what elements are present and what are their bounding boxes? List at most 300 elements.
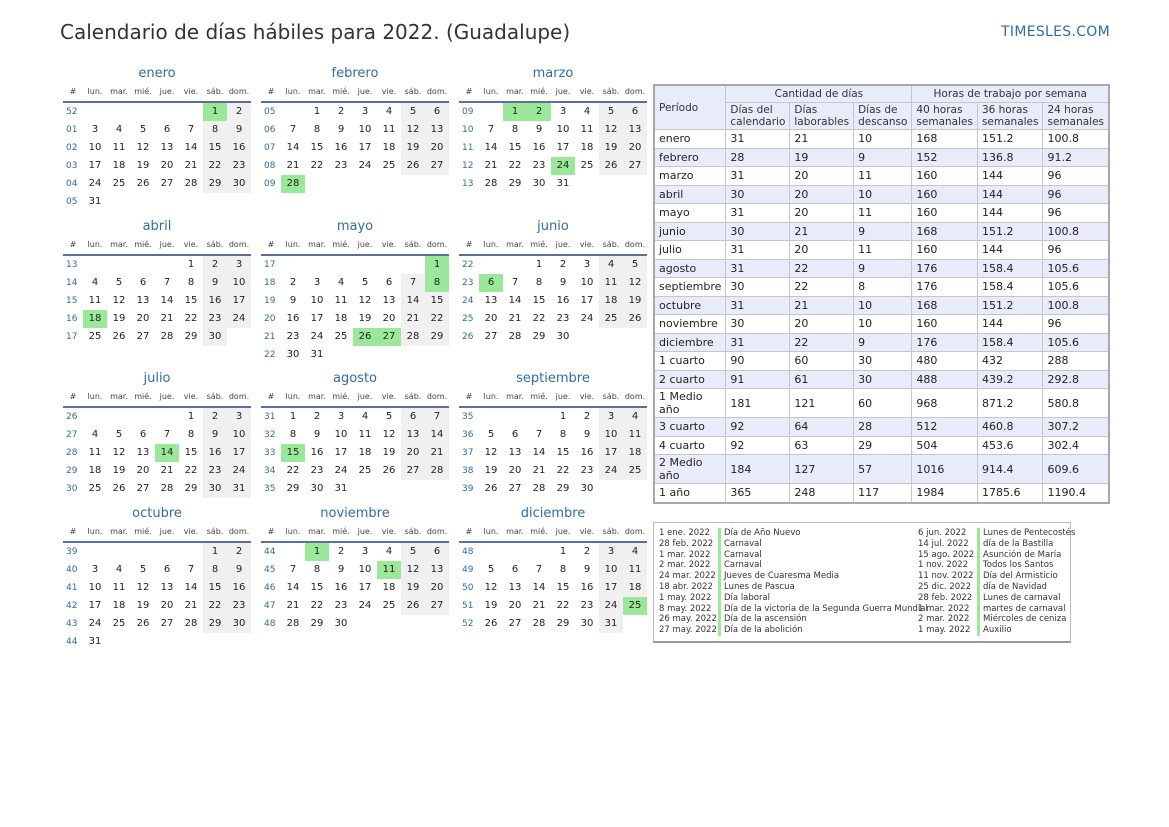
day-cell: 19 — [112, 313, 126, 324]
empty-cell — [329, 175, 353, 193]
month-name: julio — [143, 371, 171, 386]
month-grid — [261, 523, 449, 633]
day-cell: 18 — [623, 579, 647, 597]
empty-cell — [503, 256, 527, 274]
holiday-item — [918, 539, 1075, 550]
value-cell: 96 — [1043, 241, 1109, 260]
value-cell: 92 — [726, 436, 790, 455]
week-number: 52 — [462, 619, 474, 629]
empty-cell — [155, 633, 179, 651]
value-cell: 20 — [790, 185, 854, 204]
day-cell: 4 — [599, 256, 623, 274]
holiday-item — [659, 550, 928, 561]
day-cell: 8 — [289, 429, 297, 440]
value-cell: 152 — [912, 148, 978, 167]
day-cell: 21 — [532, 600, 546, 611]
day-cell: 24 — [358, 600, 372, 611]
subheader: 36 horas semanales — [977, 103, 1043, 130]
day-cell: 4 — [361, 411, 369, 422]
empty-cell — [107, 103, 131, 121]
day-cell: 28 — [484, 178, 498, 189]
day-cell: 1 — [313, 106, 321, 117]
empty-cell — [107, 633, 131, 651]
day-cell: 12 — [382, 429, 396, 440]
empty-cell — [425, 175, 449, 193]
day-cell: 20 — [136, 465, 150, 476]
day-cell: 29 — [425, 328, 449, 346]
week-number: 41 — [66, 583, 78, 593]
day-cell: 17 — [358, 142, 372, 153]
value-cell: 96 — [1043, 185, 1109, 204]
empty-cell — [131, 408, 155, 426]
empty-cell — [155, 193, 179, 211]
empty-cell — [377, 256, 401, 274]
day-cell: 11 — [112, 582, 126, 593]
table-row — [654, 352, 1109, 371]
holiday-item — [918, 614, 1075, 625]
weekday-header: sáb. — [599, 83, 623, 103]
day-cell: 22 — [184, 465, 198, 476]
weekday-header: dom. — [227, 83, 251, 103]
day-cell: 5 — [139, 124, 147, 135]
empty-cell — [107, 256, 131, 274]
week-number: 17 — [264, 260, 276, 270]
day-cell: 20 — [508, 600, 522, 611]
day-cell: 3 — [599, 543, 623, 561]
weekday-header: jue. — [551, 83, 575, 103]
value-cell: 31 — [726, 167, 790, 186]
table-row — [654, 241, 1109, 260]
holiday-date: 1 may. 2022 — [659, 592, 712, 603]
value-cell: 288 — [1043, 352, 1109, 371]
week-number: 52 — [66, 107, 78, 117]
value-cell: 10 — [854, 130, 912, 149]
day-cell: 1 — [187, 259, 195, 270]
empty-cell — [377, 615, 401, 633]
day-cell: 24 — [551, 157, 575, 175]
week-number: 19 — [264, 296, 276, 306]
day-cell: 20 — [382, 313, 396, 324]
weekday-header: mar. — [503, 83, 527, 103]
week-number: 44 — [264, 547, 276, 557]
week-number: 09 — [264, 179, 276, 189]
day-cell: 19 — [358, 313, 372, 324]
holiday-date: 1 mar. 2022 — [659, 549, 711, 560]
value-cell: 63 — [790, 436, 854, 455]
day-cell: 13 — [508, 447, 522, 458]
day-cell: 26 — [112, 331, 126, 342]
holiday-name: Todos los Santos — [983, 560, 1054, 571]
day-cell: 25 — [88, 483, 102, 494]
week-number: 07 — [264, 143, 276, 153]
week-number: 13 — [462, 179, 474, 189]
day-cell: 16 — [203, 292, 227, 310]
weekday-header: mar. — [305, 523, 329, 543]
day-cell: 19 — [136, 600, 150, 611]
day-cell: 29 — [203, 615, 227, 633]
period-cell: mayo — [654, 204, 726, 223]
holiday-marker — [977, 593, 980, 604]
day-cell: 1 — [503, 103, 527, 121]
day-cell: 3 — [91, 564, 99, 575]
week-number: 36 — [462, 430, 474, 440]
empty-cell — [479, 543, 503, 561]
day-cell: 18 — [382, 142, 396, 153]
holiday-name: Carnaval — [724, 549, 762, 560]
value-cell: 432 — [977, 352, 1043, 371]
value-cell: 144 — [977, 204, 1043, 223]
day-cell: 6 — [425, 543, 449, 561]
day-cell: 28 — [281, 175, 305, 193]
weekday-header: jue. — [551, 236, 575, 256]
month-2 — [459, 65, 647, 193]
day-cell: 1 — [535, 259, 543, 270]
day-cell: 22 — [203, 597, 227, 615]
day-cell: 3 — [227, 408, 251, 426]
hours-group-header: Horas de trabajo por semana — [912, 85, 1109, 103]
day-cell: 8 — [187, 277, 195, 288]
day-cell: 22 — [556, 600, 570, 611]
day-cell: 1 — [187, 411, 195, 422]
day-cell: 24 — [358, 160, 372, 171]
empty-cell — [179, 633, 203, 651]
empty-cell — [131, 633, 155, 651]
day-cell: 2 — [337, 546, 345, 557]
day-cell: 27 — [160, 618, 174, 629]
months-calendar — [63, 65, 649, 665]
value-cell: 90 — [726, 352, 790, 371]
value-cell: 20 — [790, 315, 854, 334]
period-cell: noviembre — [654, 315, 726, 334]
day-cell: 10 — [227, 274, 251, 292]
holiday-date: 2 mar. 2022 — [918, 614, 970, 625]
day-cell: 24 — [599, 597, 623, 615]
weekday-header: sáb. — [599, 523, 623, 543]
value-cell: 160 — [912, 241, 978, 260]
table-row — [654, 222, 1109, 241]
day-cell: 24 — [580, 313, 594, 324]
weekday-header: # — [261, 83, 281, 103]
holiday-marker — [718, 539, 721, 550]
day-cell: 15 — [281, 444, 305, 462]
empty-cell — [527, 408, 551, 426]
weekday-header: jue. — [353, 388, 377, 408]
month-6 — [63, 370, 251, 498]
day-cell: 7 — [163, 277, 171, 288]
month-grid — [459, 388, 647, 498]
table-row — [654, 167, 1109, 186]
day-cell: 6 — [401, 408, 425, 426]
day-cell: 23 — [227, 597, 251, 615]
value-cell: 100.8 — [1043, 222, 1109, 241]
day-cell: 9 — [583, 429, 591, 440]
week-number: 11 — [462, 143, 474, 153]
day-cell: 26 — [136, 618, 150, 629]
value-cell: 19 — [790, 148, 854, 167]
day-cell: 21 — [532, 465, 546, 476]
day-cell: 2 — [227, 543, 251, 561]
day-cell: 15 — [310, 142, 324, 153]
week-number: 17 — [66, 332, 78, 342]
day-cell: 21 — [160, 313, 174, 324]
week-number: 28 — [66, 448, 78, 458]
holiday-marker — [718, 560, 721, 571]
day-cell: 6 — [479, 274, 503, 292]
value-cell: 1785.6 — [977, 484, 1043, 503]
day-cell: 7 — [535, 429, 543, 440]
weekday-header: mar. — [503, 236, 527, 256]
weekday-header: sáb. — [401, 83, 425, 103]
month-11 — [459, 505, 647, 633]
empty-cell — [305, 256, 329, 274]
weekday-header: vie. — [575, 83, 599, 103]
day-cell: 2 — [583, 546, 591, 557]
day-cell: 27 — [425, 157, 449, 175]
week-number: 31 — [264, 412, 276, 422]
day-cell: 12 — [401, 121, 425, 139]
day-cell: 29 — [184, 483, 198, 494]
day-cell: 23 — [310, 465, 324, 476]
day-cell: 10 — [358, 564, 372, 575]
empty-cell — [575, 328, 599, 346]
value-cell: 60 — [854, 389, 912, 418]
day-cell: 24 — [310, 331, 324, 342]
day-cell: 19 — [401, 139, 425, 157]
day-cell: 29 — [310, 618, 324, 629]
value-cell: 9 — [854, 148, 912, 167]
value-cell: 30 — [726, 222, 790, 241]
holiday-date: 26 may. 2022 — [659, 614, 717, 625]
empty-cell — [503, 543, 527, 561]
day-cell: 8 — [203, 121, 227, 139]
day-cell: 16 — [227, 579, 251, 597]
day-cell: 22 — [556, 465, 570, 476]
table-row — [654, 296, 1109, 315]
period-cell: febrero — [654, 148, 726, 167]
day-cell: 23 — [203, 310, 227, 328]
day-cell: 1 — [203, 103, 227, 121]
weekday-header: sáb. — [203, 83, 227, 103]
day-cell: 29 — [508, 178, 522, 189]
day-cell: 4 — [385, 546, 393, 557]
day-cell: 5 — [487, 564, 495, 575]
day-cell: 30 — [580, 618, 594, 629]
holiday-item — [659, 528, 928, 539]
day-cell: 10 — [227, 426, 251, 444]
day-cell: 5 — [115, 429, 123, 440]
value-cell: 1984 — [912, 484, 978, 503]
day-cell: 23 — [580, 465, 594, 476]
week-number: 51 — [462, 601, 474, 611]
week-number: 27 — [66, 430, 78, 440]
day-cell: 3 — [361, 546, 369, 557]
holiday-marker — [977, 614, 980, 625]
weekday-header: dom. — [227, 236, 251, 256]
weekday-header: sáb. — [203, 523, 227, 543]
day-cell: 29 — [184, 331, 198, 342]
hours-table-body — [654, 130, 1109, 503]
month-5 — [459, 218, 647, 346]
weekday-header: mié. — [131, 83, 155, 103]
day-cell: 31 — [334, 483, 348, 494]
day-cell: 16 — [310, 447, 324, 458]
day-cell: 22 — [203, 157, 227, 175]
value-cell: 168 — [912, 222, 978, 241]
day-cell: 11 — [377, 561, 401, 579]
day-cell: 9 — [337, 564, 345, 575]
week-number: 05 — [66, 197, 78, 207]
day-cell: 15 — [310, 582, 324, 593]
day-cell: 23 — [203, 462, 227, 480]
week-number: 08 — [264, 161, 276, 171]
day-cell: 16 — [580, 447, 594, 458]
weekday-header: mar. — [503, 388, 527, 408]
day-cell: 23 — [580, 600, 594, 611]
empty-cell — [623, 175, 647, 193]
day-cell: 6 — [425, 103, 449, 121]
day-cell: 25 — [382, 160, 396, 171]
month-name: marzo — [532, 66, 574, 81]
day-cell: 7 — [487, 124, 495, 135]
value-cell: 9 — [854, 259, 912, 278]
week-number: 21 — [264, 332, 276, 342]
period-cell: julio — [654, 241, 726, 260]
weekday-header: jue. — [551, 523, 575, 543]
day-cell: 13 — [425, 121, 449, 139]
value-cell: 292.8 — [1043, 370, 1109, 389]
empty-cell — [203, 193, 227, 211]
week-number: 33 — [264, 448, 276, 458]
holidays-column-left — [659, 528, 928, 636]
day-cell: 14 — [401, 292, 425, 310]
day-cell: 11 — [88, 295, 102, 306]
empty-cell — [503, 408, 527, 426]
day-cell: 11 — [599, 274, 623, 292]
empty-cell — [155, 543, 179, 561]
site-link[interactable]: TIMESLES.COM — [1001, 24, 1110, 40]
value-cell: 144 — [977, 315, 1043, 334]
holiday-marker — [718, 604, 721, 615]
day-cell: 20 — [508, 465, 522, 476]
day-cell: 18 — [88, 465, 102, 476]
holiday-date: 11 nov. 2022 — [918, 571, 974, 582]
day-cell: 9 — [227, 561, 251, 579]
weekday-header: mar. — [305, 236, 329, 256]
empty-cell — [353, 615, 377, 633]
day-cell: 25 — [623, 462, 647, 480]
holiday-marker — [977, 528, 980, 539]
day-cell: 11 — [88, 447, 102, 458]
day-cell: 6 — [385, 277, 393, 288]
weekday-header: mié. — [527, 523, 551, 543]
weekday-header: lun. — [281, 83, 305, 103]
day-cell: 26 — [623, 310, 647, 328]
day-cell: 31 — [310, 349, 324, 360]
day-cell: 12 — [623, 274, 647, 292]
day-cell: 13 — [160, 582, 174, 593]
holiday-name: Día de Año Nuevo — [724, 528, 801, 538]
month-name: abril — [142, 219, 172, 234]
value-cell: 96 — [1043, 167, 1109, 186]
week-number: 37 — [462, 448, 474, 458]
day-cell: 12 — [484, 582, 498, 593]
month-grid — [63, 236, 251, 346]
empty-cell — [281, 543, 305, 561]
day-cell: 19 — [382, 447, 396, 458]
day-cell: 4 — [623, 408, 647, 426]
value-cell: 160 — [912, 185, 978, 204]
day-cell: 24 — [88, 178, 102, 189]
week-number: 48 — [462, 547, 474, 557]
day-cell: 7 — [511, 277, 519, 288]
weekday-header: mar. — [107, 388, 131, 408]
value-cell: 22 — [790, 259, 854, 278]
period-cell: 4 cuarto — [654, 436, 726, 455]
day-cell: 20 — [160, 600, 174, 611]
weekday-header: lun. — [281, 236, 305, 256]
holiday-date: 1 nov. 2022 — [918, 560, 969, 571]
value-cell: 100.8 — [1043, 296, 1109, 315]
day-cell: 17 — [310, 313, 324, 324]
day-cell: 3 — [599, 408, 623, 426]
empty-cell — [353, 480, 377, 498]
weekday-header: mié. — [329, 523, 353, 543]
day-cell: 6 — [163, 124, 171, 135]
day-cell: 9 — [559, 277, 567, 288]
empty-cell — [155, 256, 179, 274]
weekday-header: jue. — [155, 388, 179, 408]
day-cell: 28 — [184, 178, 198, 189]
working-hours-table — [653, 84, 1110, 504]
empty-cell — [281, 256, 305, 274]
value-cell: 158.4 — [977, 278, 1043, 297]
day-cell: 29 — [286, 483, 300, 494]
value-cell: 91 — [726, 370, 790, 389]
day-cell: 19 — [401, 579, 425, 597]
weekday-header: mar. — [107, 83, 131, 103]
weekday-header: vie. — [179, 388, 203, 408]
value-cell: 176 — [912, 333, 978, 352]
subheader: 24 horas semanales — [1043, 103, 1109, 130]
empty-cell — [479, 103, 503, 121]
holiday-name: Miércoles de ceniza — [983, 614, 1067, 625]
weekday-header: # — [63, 83, 83, 103]
value-cell: 28 — [854, 418, 912, 437]
day-cell: 26 — [353, 328, 377, 346]
weekday-header: mié. — [329, 236, 353, 256]
day-cell: 13 — [508, 582, 522, 593]
day-cell: 14 — [425, 426, 449, 444]
weekday-header: jue. — [155, 83, 179, 103]
weekday-header: mar. — [503, 523, 527, 543]
empty-cell — [83, 543, 107, 561]
week-number: 50 — [462, 583, 474, 593]
empty-cell — [401, 256, 425, 274]
day-cell: 25 — [112, 618, 126, 629]
day-cell: 25 — [382, 600, 396, 611]
day-cell: 15 — [203, 139, 227, 157]
day-cell: 11 — [112, 142, 126, 153]
day-cell: 10 — [556, 124, 570, 135]
week-number: 22 — [462, 260, 474, 270]
value-cell: 21 — [790, 130, 854, 149]
day-cell: 8 — [313, 564, 321, 575]
value-cell: 57 — [854, 455, 912, 484]
day-cell: 9 — [535, 124, 543, 135]
holiday-marker — [977, 560, 980, 571]
value-cell: 30 — [726, 315, 790, 334]
empty-cell — [401, 480, 425, 498]
